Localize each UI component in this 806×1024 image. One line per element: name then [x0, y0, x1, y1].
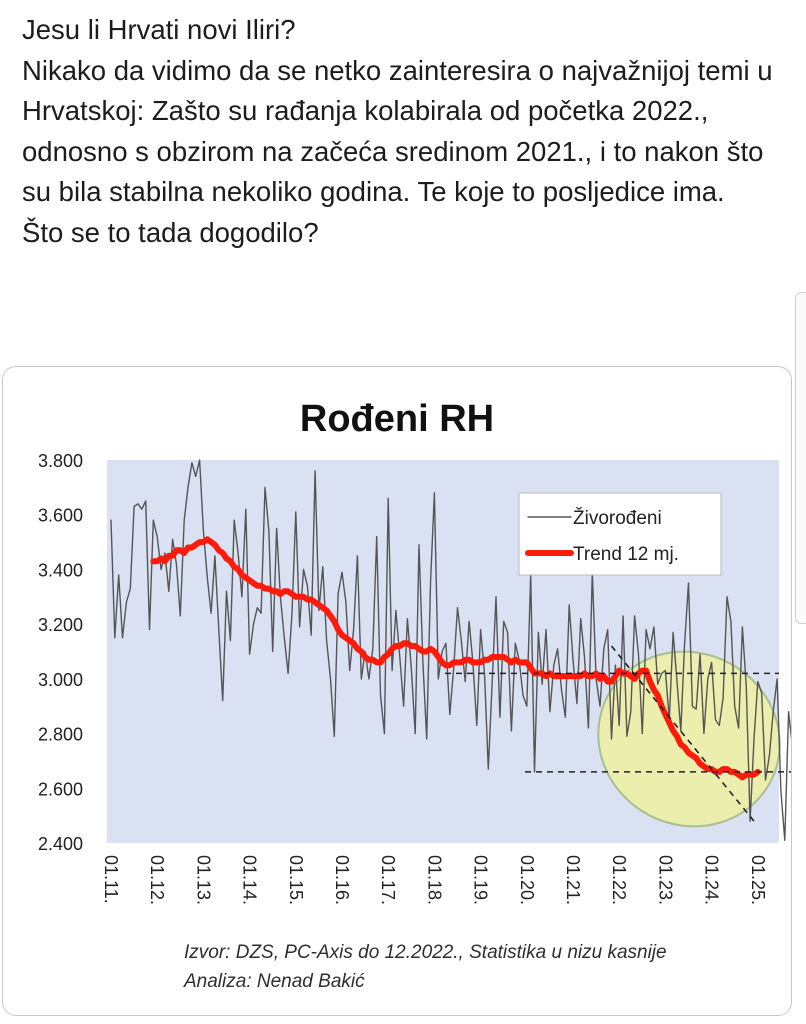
y-tick-label: 2.800 — [37, 724, 83, 745]
x-tick-label: 01.20. — [516, 855, 537, 906]
scroll-edge[interactable] — [795, 292, 806, 624]
legend-label: Trend 12 mj. — [573, 544, 679, 565]
analysis-line: Analiza: Nenad Bakić — [184, 971, 365, 992]
legend — [519, 493, 721, 575]
x-tick-label: 01.14. — [239, 855, 260, 906]
x-tick-label: 01.25. — [747, 855, 768, 906]
post-text — [22, 10, 792, 254]
x-tick-label: 01.15. — [285, 855, 306, 906]
y-tick-label: 3.200 — [37, 615, 83, 636]
y-tick-label: 2.600 — [37, 779, 83, 800]
x-tick-label: 01.24. — [701, 855, 722, 906]
chart-title: Rođeni RH — [299, 398, 495, 440]
x-tick-label: 01.11. — [101, 855, 121, 904]
x-tick-label: 01.13. — [193, 855, 214, 906]
births-chart — [3, 367, 791, 1015]
y-tick-label: 2.400 — [37, 834, 83, 854]
y-axis — [38, 451, 83, 854]
source-line: Izvor: DZS, PC-Axis do 12.2022., Statistika u nizu kasnije — [184, 942, 667, 963]
x-tick-label: 01.19. — [470, 855, 491, 906]
x-tick-label: 01.21. — [563, 855, 583, 906]
chart-card — [2, 366, 792, 1016]
source-note — [184, 938, 794, 996]
post-line-question: Što se to tada dogodilo? — [22, 216, 319, 248]
x-tick-label: 01.23. — [655, 855, 676, 906]
post-line-body: Nikako da vidimo da se netko zainteresira o najvažnijoj temi u Hrvatskoj: Zašto su rađanja kolabirala od početka 2022., odnosno s obzirom na začeća sredinom 2021., i to nakon što su bila stabilna nekoliko godina. Te koje to posljedice ima. — [22, 54, 773, 208]
x-tick-label: 01.22. — [609, 855, 630, 906]
x-tick-label: 01.16. — [332, 855, 352, 906]
x-tick-label: 01.17. — [378, 855, 399, 906]
y-tick-label: 3.000 — [37, 669, 83, 690]
post-line-title: Jesu li Hrvati novi Iliri? — [22, 14, 296, 45]
y-tick-label: 3.400 — [37, 560, 83, 581]
x-tick-label: 01.18. — [424, 855, 445, 906]
x-tick-label: 01.12. — [147, 855, 168, 906]
y-tick-label: 3.600 — [37, 505, 83, 526]
y-tick-label: 3.800 — [37, 451, 83, 471]
x-axis — [101, 855, 768, 905]
legend-label: Živorođeni — [573, 508, 662, 529]
